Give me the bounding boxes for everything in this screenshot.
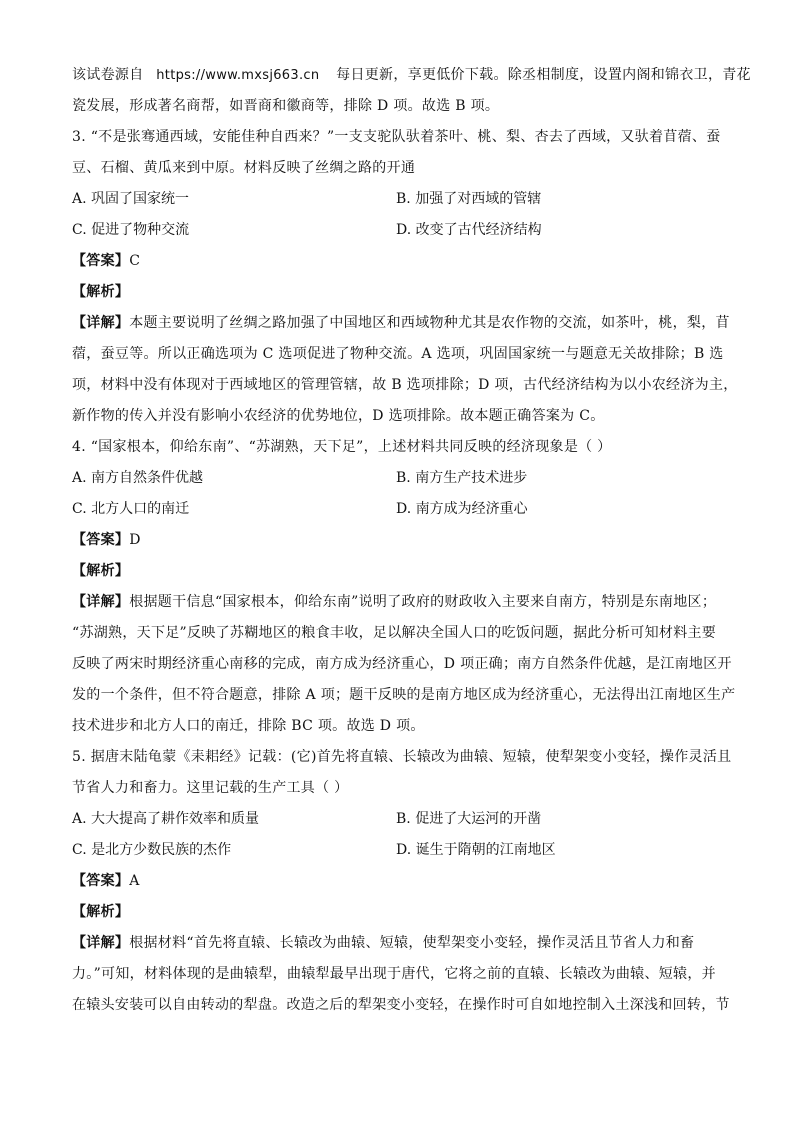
source-url[interactable]: https://www.mxsj663.cn [156,68,320,83]
source-label: 该试卷源自 [72,67,144,83]
q3-option-d: D. 改变了古代经济结构 [396,222,542,238]
q5-detail-line-3: 在辕头安装可以自由转动的犁盘。改造之后的犁架变小变轻，在操作时可自如地控制入土深浅和回转，节 [72,997,730,1013]
q4-answer [72,525,724,556]
q4-option-c: C. 北方人口的南迁 [72,501,190,517]
q5-detail-line-1 [72,928,724,959]
q5-options-row-1 [72,804,724,835]
q3-detail-line-4: 新作物的传入并没有影响小农经济的优势地位，D 选项排除。故本题正确答案为 C。 [72,408,605,424]
q3-detail-line-1 [72,308,730,339]
detail-tag: 【详解】 [72,315,130,331]
q3-option-a: A. 巩固了国家统一 [72,191,190,207]
q3-options-row-2 [72,215,724,246]
q4-detail-line-1 [72,587,724,618]
detail-tag: 【详解】 [72,935,130,951]
q3-answer [72,246,724,277]
document-page [72,60,751,1021]
q3-options-row-1 [72,184,724,215]
q3-option-c: C. 促进了物种交流 [72,222,190,238]
q4-detail-line-3: 反映了两宋时期经济重心南移的完成，南方成为经济重心，D 项正确；南方自然条件优越，是江南地区开 [72,656,732,672]
q5-option-c: C. 是北方少数民族的杰作 [72,842,232,858]
q3-analysis-heading: 【解析】 [72,284,130,300]
q5-stem-line-1: 5. 据唐末陆龟蒙《耒耜经》记载：(它)首先将直辕、长辕改为曲辕、短辕，使犁架变小变轻，操作灵活且 [72,749,732,765]
q3-detail-line-2: 蓿，蚕豆等。所以正确选项为 C 选项促进了物种交流。A 选项，巩固国家统一与题意无关故排除；B 选 [72,346,724,362]
q5-analysis-heading: 【解析】 [72,904,130,920]
q4-option-b: B. 南方生产技术进步 [396,470,528,486]
q5-option-a: A. 大大提高了耕作效率和质量 [72,811,260,827]
q4-detail-text-1: 根据题干信息“国家根本，仰给东南”说明了政府的财政收入主要来自南方，特别是东南地区； [129,594,717,610]
header-line-2: 瓷发展，形成著名商帮，如晋商和徽商等，排除 D 项。故选 B 项。 [72,98,500,114]
q3-option-b: B. 加强了对西域的管辖 [396,191,542,207]
q4-option-a: A. 南方自然条件优越 [72,470,204,486]
header-line [72,60,751,91]
q3-detail-line-3: 项，材料中没有体现对于西域地区的管理管辖，故 B 选项排除；D 项，古代经济结构为以小农经济为主， [72,377,738,393]
q5-answer [72,866,724,897]
q4-detail-line-2: “苏湖熟，天下足”反映了苏糊地区的粮食丰收，足以解决全国人口的吃饭问题，据此分析可知材料主要 [72,625,717,641]
detail-tag: 【详解】 [72,594,130,610]
q3-stem-line-1: 3. “不是张骞通西域，安能佳种自西来？”一支支驼队驮着茶叶、桃、梨、杏去了西域，又驮着苜蓿、蚕 [72,129,721,145]
q5-option-d: D. 诞生于隋朝的江南地区 [396,842,556,858]
q5-answer-value: A [129,873,140,889]
header-text: 每日更新，享更低价下载。除丞相制度，设置内阁和锦衣卫，青花 [336,67,751,83]
q5-detail-text-1: 根据材料“首先将直辕、长辕改为曲辕、短辕，使犁架变小变轻，操作灵活且节省人力和畜 [129,935,695,951]
answer-tag: 【答案】 [72,253,130,269]
q4-options-row-1 [72,463,724,494]
q4-stem-line-1: 4. “国家根本，仰给东南”、“苏湖熟，天下足”，上述材料共同反映的经济现象是（ ） [72,439,612,455]
q5-detail-line-2: 力。”可知，材料体现的是曲辕犁，曲辕犁最早出现于唐代，它将之前的直辕、长辕改为曲辕、短辕，并 [72,966,716,982]
q4-answer-value: D [129,532,141,548]
q5-option-b: B. 促进了大运河的开凿 [396,811,542,827]
answer-tag: 【答案】 [72,873,130,889]
q5-stem-line-2: 节省人力和畜力。这里记载的生产工具（ ） [72,780,349,796]
q4-analysis-heading: 【解析】 [72,563,130,579]
q3-stem-line-2: 豆、石榴、黄瓜来到中原。材料反映了丝绸之路的开通 [72,160,416,176]
q4-options-row-2 [72,494,724,525]
q4-detail-line-5: 技术进步和北方人口的南迁，排除 BC 项。故选 D 项。 [72,718,425,734]
q4-detail-line-4: 发的一个条件，但不符合题意，排除 A 项；题干反映的是南方地区成为经济重心，无法得出江南地区生产 [72,687,736,703]
q3-answer-value: C [129,253,141,269]
q5-options-row-2 [72,835,724,866]
answer-tag: 【答案】 [72,532,130,548]
q3-detail-text-1: 本题主要说明了丝绸之路加强了中国地区和西域物种尤其是农作物的交流，如茶叶，桃，梨，苜 [129,315,730,331]
q4-option-d: D. 南方成为经济重心 [396,501,528,517]
